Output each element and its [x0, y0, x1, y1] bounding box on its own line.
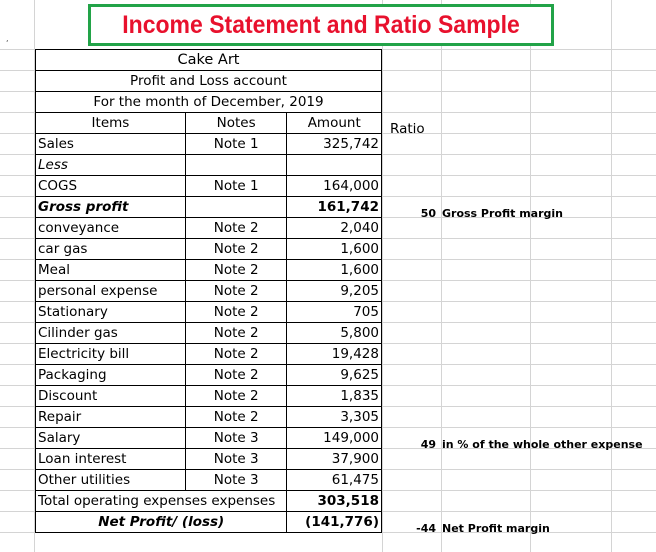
table-row: [36, 281, 382, 302]
table-row: [36, 176, 382, 197]
row-amount[interactable]: 164,000: [287, 176, 382, 197]
table-row: [36, 344, 382, 365]
table-row: [36, 239, 382, 260]
income-statement-table: [35, 49, 382, 533]
row-amount[interactable]: 2,040: [287, 218, 382, 239]
column-header-notes[interactable]: Notes: [185, 113, 287, 134]
statement-period[interactable]: For the month of December, 2019: [36, 92, 382, 113]
row-amount[interactable]: 3,305: [287, 407, 382, 428]
row-amount[interactable]: 61,475: [287, 470, 382, 491]
row-item[interactable]: COGS: [36, 176, 186, 197]
row-item[interactable]: Other utilities: [36, 470, 186, 491]
row-amount[interactable]: 325,742: [287, 134, 382, 155]
ratio-value: 50: [420, 207, 436, 220]
column-header-amount[interactable]: Amount: [287, 113, 382, 134]
row-amount[interactable]: 19,428: [287, 344, 382, 365]
row-note[interactable]: [185, 155, 287, 176]
total-operating-label[interactable]: Total operating expenses expenses: [36, 491, 287, 512]
net-profit-row: [36, 512, 382, 533]
row-note[interactable]: Note 2: [185, 323, 287, 344]
row-item[interactable]: Less: [36, 155, 186, 176]
row-item[interactable]: car gas: [36, 239, 186, 260]
table-row: [36, 428, 382, 449]
title-banner[interactable]: [88, 4, 554, 46]
ratio-label: in % of the whole other expense: [442, 438, 643, 451]
table-row: [36, 365, 382, 386]
table-row: [36, 407, 382, 428]
row-note[interactable]: Note 2: [185, 344, 287, 365]
row-note[interactable]: Note 2: [185, 386, 287, 407]
row-amount[interactable]: [287, 155, 382, 176]
row-amount[interactable]: 5,800: [287, 323, 382, 344]
row-item[interactable]: Stationary: [36, 302, 186, 323]
row-note[interactable]: Note 2: [185, 281, 287, 302]
row-amount[interactable]: 9,625: [287, 365, 382, 386]
table-row: [36, 470, 382, 491]
table-row: [36, 197, 382, 218]
table-row: [36, 323, 382, 344]
total-operating-amount[interactable]: 303,518: [287, 491, 382, 512]
ratio-net-margin[interactable]: [395, 519, 650, 539]
ratio-label: Net Profit margin: [442, 522, 550, 535]
row-note[interactable]: Note 2: [185, 365, 287, 386]
row-note[interactable]: Note 2: [185, 218, 287, 239]
row-note[interactable]: Note 3: [185, 428, 287, 449]
ratio-expense-pct[interactable]: [395, 435, 650, 455]
row-item[interactable]: Electricity bill: [36, 344, 186, 365]
net-profit-label[interactable]: Net Profit/ (loss): [36, 512, 287, 533]
table-row: [36, 386, 382, 407]
row-amount[interactable]: 1,600: [287, 260, 382, 281]
table-row: [36, 302, 382, 323]
row-item[interactable]: conveyance: [36, 218, 186, 239]
row-amount[interactable]: 161,742: [287, 197, 382, 218]
row-note[interactable]: Note 3: [185, 470, 287, 491]
row-item[interactable]: Packaging: [36, 365, 186, 386]
row-note[interactable]: [185, 197, 287, 218]
row-note[interactable]: Note 1: [185, 176, 287, 197]
ratio-gross-margin[interactable]: [395, 204, 650, 224]
table-row: [36, 134, 382, 155]
row-amount[interactable]: 1,600: [287, 239, 382, 260]
banner-title: Income Statement and Ratio Sample: [122, 10, 520, 39]
table-row: [36, 260, 382, 281]
row-item[interactable]: personal expense: [36, 281, 186, 302]
net-profit-amount[interactable]: (141,776): [287, 512, 382, 533]
row-amount[interactable]: 37,900: [287, 449, 382, 470]
row-item[interactable]: Gross profit: [36, 197, 186, 218]
total-operating-row: [36, 491, 382, 512]
row-item[interactable]: Discount: [36, 386, 186, 407]
ratio-heading[interactable]: Ratio: [390, 121, 425, 137]
row-item[interactable]: Salary: [36, 428, 186, 449]
ratio-value: -44: [416, 522, 436, 535]
statement-subtitle[interactable]: Profit and Loss account: [36, 71, 382, 92]
company-name[interactable]: Cake Art: [36, 50, 382, 71]
cell-mark: ,: [6, 34, 9, 43]
row-note[interactable]: Note 2: [185, 260, 287, 281]
table-row: [36, 218, 382, 239]
row-item[interactable]: Repair: [36, 407, 186, 428]
row-item[interactable]: Loan interest: [36, 449, 186, 470]
row-item[interactable]: Meal: [36, 260, 186, 281]
row-note[interactable]: Note 1: [185, 134, 287, 155]
row-item[interactable]: Sales: [36, 134, 186, 155]
ratio-value: 49: [420, 438, 436, 451]
row-note[interactable]: Note 2: [185, 239, 287, 260]
row-amount[interactable]: 149,000: [287, 428, 382, 449]
row-amount[interactable]: 705: [287, 302, 382, 323]
row-amount[interactable]: 9,205: [287, 281, 382, 302]
row-note[interactable]: Note 3: [185, 449, 287, 470]
ratio-label: Gross Profit margin: [442, 207, 564, 220]
row-item[interactable]: Cilinder gas: [36, 323, 186, 344]
row-note[interactable]: Note 2: [185, 302, 287, 323]
column-header-items[interactable]: Items: [36, 113, 186, 134]
row-note[interactable]: Note 2: [185, 407, 287, 428]
table-row: [36, 449, 382, 470]
table-row: [36, 155, 382, 176]
row-amount[interactable]: 1,835: [287, 386, 382, 407]
